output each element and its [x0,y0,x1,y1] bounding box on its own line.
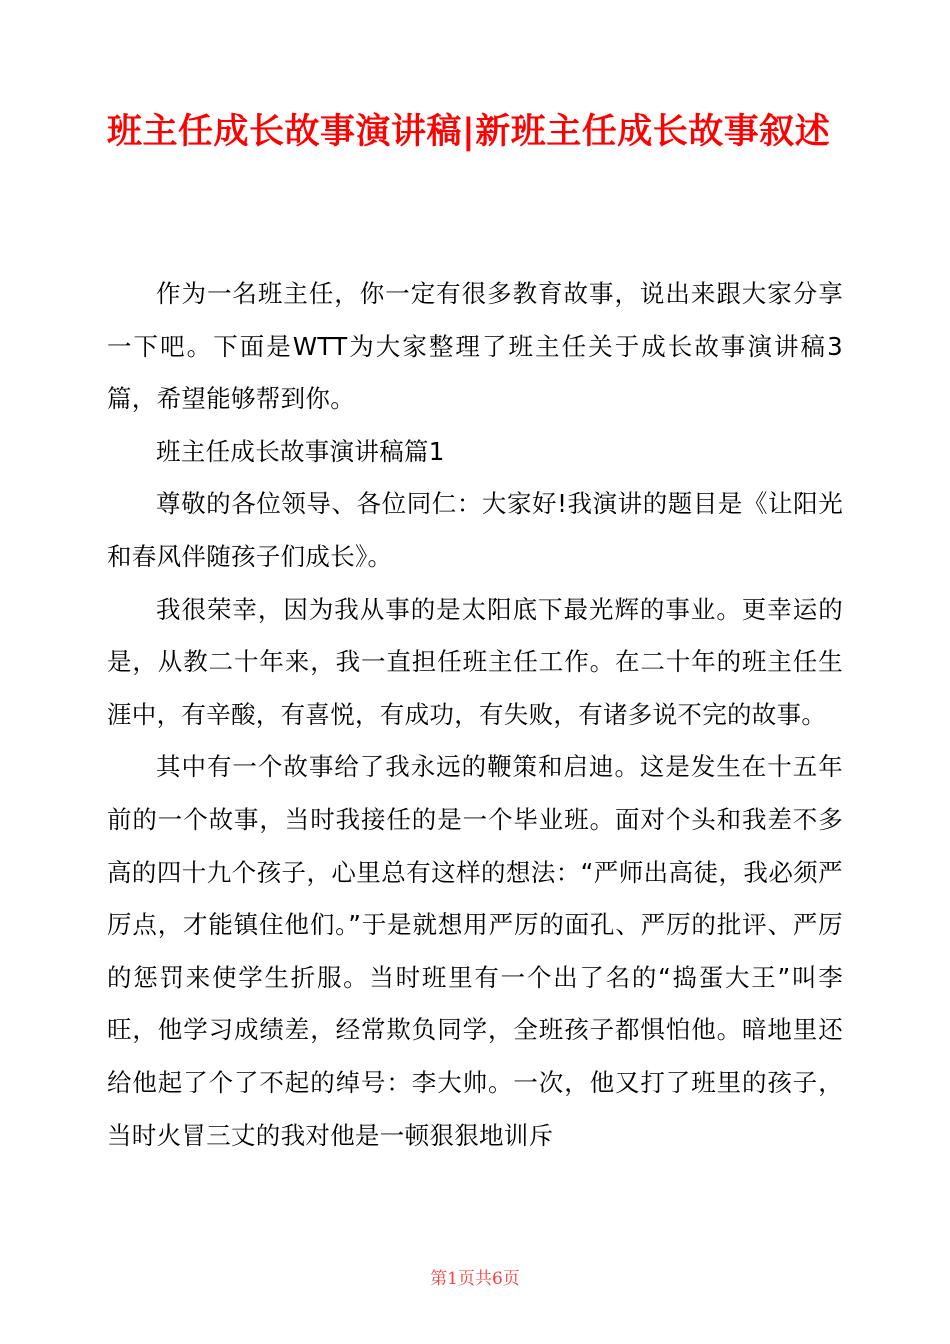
document-title: 班主任成长故事演讲稿|新班主任成长故事叙述 [107,112,831,152]
intro-paragraph: 作为一名班主任，你一定有很多教育故事，说出来跟大家分享一下吧。下面是WTT为大家整理了班主任关于成长故事演讲稿3篇，希望能够帮到你。 [107,279,843,414]
greeting-paragraph: 尊敬的各位领导、各位同仁：大家好!我演讲的题目是《让阳光和春风伴随孩子们成长》。 [107,489,843,571]
document-body [107,268,843,1162]
body-paragraph: 其中有一个故事给了我永远的鞭策和启迪。这是发生在十五年前的一个故事，当时我接任的是一个毕业班。面对个头和我差不多高的四十九个孩子，心里总有这样的想法：“严师出高徒，我必须严厉点，才能镇住他们。”于是就想用严厉的面孔、严厉的批评、严厉的惩罚来使学生折服。当时班里有一个出了名的“捣蛋大王”叫李旺，他学习成绩差，经常欺负同学，全班孩子都惧怕他。暗地里还给他起了个了不起的绰号：李大帅。一次，他又打了班里的孩子，当时火冒三丈的我对他是一顿狠狠地训斥 [107,752,843,1150]
page-footer: 第1页共6页 [430,1269,520,1289]
section-heading: 班主任成长故事演讲稿篇1 [156,436,445,466]
body-paragraph: 我很荣幸，因为我从事的是太阳底下最光辉的事业。更幸运的是，从教二十年来，我一直担任班主任工作。在二十年的班主任生涯中，有辛酸，有喜悦，有成功，有失败，有诸多说不完的故事。 [107,594,843,729]
